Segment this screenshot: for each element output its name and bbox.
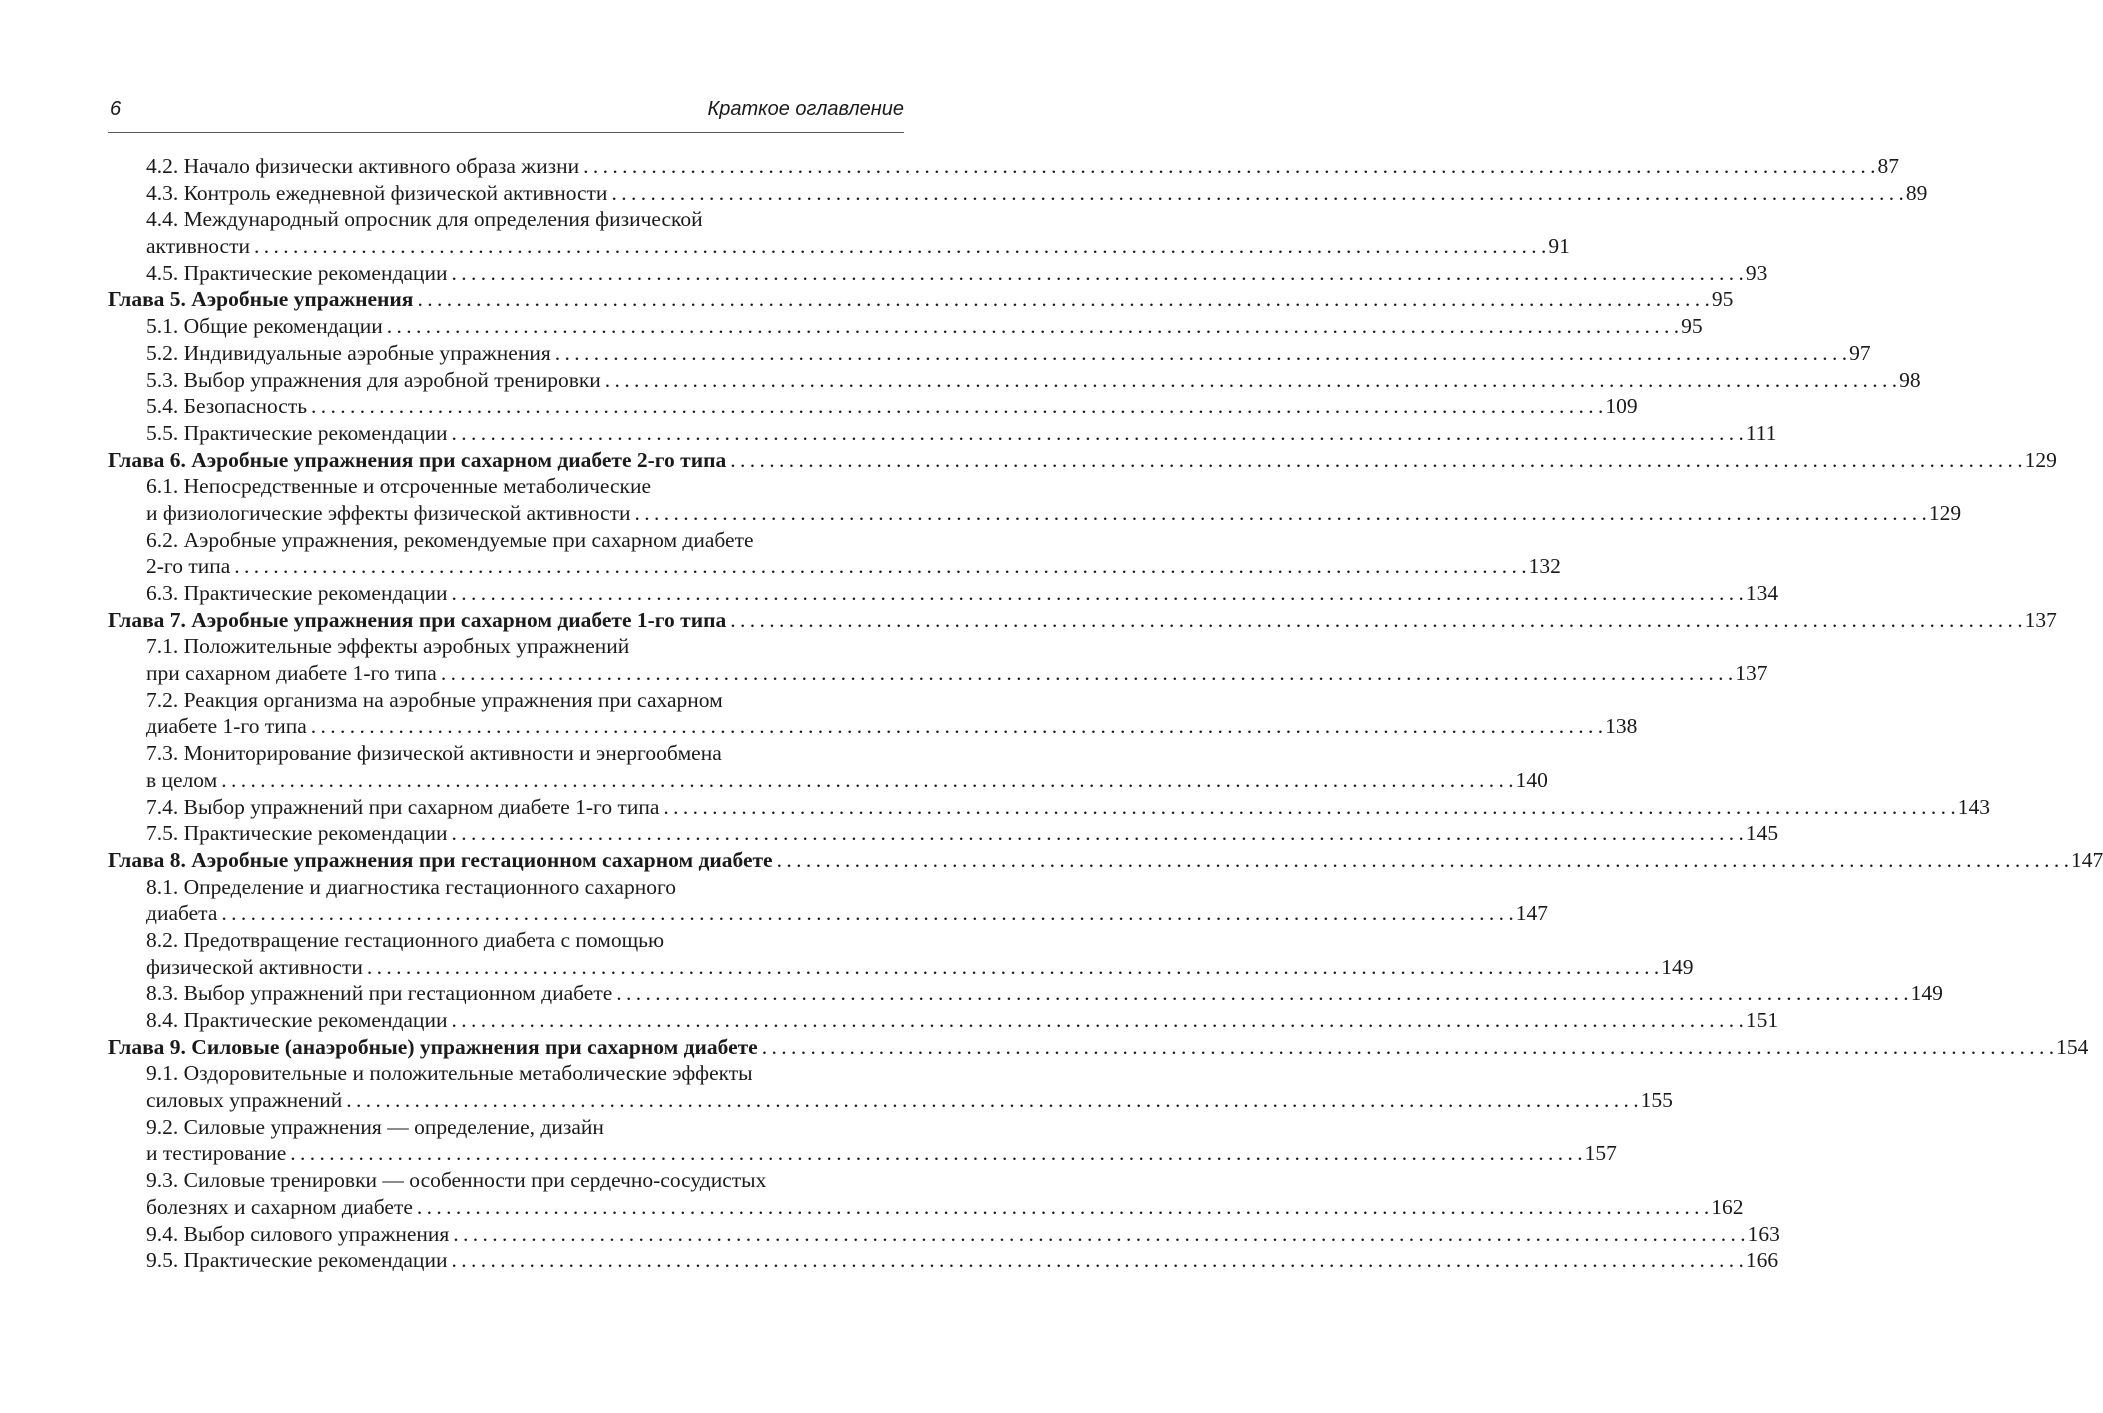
toc-entry-title: при сахарном диабете 1-го типа xyxy=(146,661,437,686)
toc-entry-title: диабете 1-го типа xyxy=(146,714,307,739)
toc-chapter-entry xyxy=(108,607,2057,634)
toc-line xyxy=(108,500,1962,527)
toc-line xyxy=(108,1060,904,1087)
toc-section-entry xyxy=(108,1221,1780,1248)
toc-line xyxy=(108,580,1779,607)
toc-entry-title: 2-го типа xyxy=(146,554,231,579)
toc-page-number: 95 xyxy=(1681,314,1703,339)
dot-leader xyxy=(601,367,1897,394)
toc-entry-title: 7.2. Реакция организма на аэробные упражнения при сахарном xyxy=(146,687,723,712)
toc-section-entry xyxy=(108,1060,1673,1113)
toc-page-number: 143 xyxy=(1957,794,1991,819)
toc-section-entry xyxy=(108,580,1779,607)
toc-section-entry xyxy=(108,180,1928,207)
dot-leader xyxy=(449,1221,1745,1248)
toc-entry-title: диабета xyxy=(146,901,218,926)
toc-entry-title: Глава 8. Аэробные упражнения при гестационном сахарном диабете xyxy=(108,847,773,872)
toc-line xyxy=(108,180,1928,207)
toc-section-entry xyxy=(108,687,1638,740)
toc-line xyxy=(108,687,904,714)
toc-page-number: 95 xyxy=(1711,287,1734,312)
toc-entry-title: 5.3. Выбор упражнения для аэробной тренировки xyxy=(146,367,601,392)
toc-page-number: 109 xyxy=(1605,394,1638,419)
toc-entry-title: в целом xyxy=(146,767,218,792)
dot-leader xyxy=(631,500,1927,527)
toc-page-number: 149 xyxy=(1661,954,1694,979)
toc-line xyxy=(108,713,1638,740)
toc-entry-title: Глава 5. Аэробные упражнения xyxy=(108,287,414,312)
toc-entry-title: 7.1. Положительные эффекты аэробных упражнений xyxy=(146,634,630,659)
toc-section-entry xyxy=(108,206,1570,259)
toc-chapter-entry xyxy=(108,847,2103,874)
toc-entry-title: физической активности xyxy=(146,954,363,979)
toc-page-number: 97 xyxy=(1849,340,1871,365)
toc-section-entry xyxy=(108,1007,1779,1034)
toc-section-entry xyxy=(108,874,1549,927)
toc-section-entry xyxy=(108,527,1561,580)
toc-page-number: 137 xyxy=(2024,607,2057,632)
toc-line xyxy=(108,794,1991,821)
dot-leader xyxy=(447,1247,1743,1274)
toc-entry-title: Глава 6. Аэробные упражнения при сахарном диабете 2-го типа xyxy=(108,447,727,472)
toc-line xyxy=(108,767,1548,794)
dot-leader xyxy=(551,340,1847,367)
toc-entry-title: 6.3. Практические рекомендации xyxy=(146,581,448,605)
toc-section-entry xyxy=(108,153,1899,180)
toc-line xyxy=(108,260,1768,287)
toc-line xyxy=(108,980,1943,1007)
toc-page-number: 134 xyxy=(1745,581,1779,605)
toc-entry-title: 8.3. Выбор упражнений при гестационном диабете xyxy=(146,981,613,1006)
toc-page-number: 89 xyxy=(1905,180,1928,205)
toc-page-number: 87 xyxy=(1877,154,1899,178)
running-header xyxy=(108,96,904,133)
toc-section-entry xyxy=(108,820,1779,847)
toc-entry-title: 5.2. Индивидуальные аэробные упражнения xyxy=(146,340,551,365)
dot-leader xyxy=(607,180,1903,207)
dot-leader xyxy=(447,260,1743,287)
dot-leader xyxy=(217,900,1513,927)
toc-line xyxy=(108,1087,1673,1114)
toc-line xyxy=(108,153,1899,180)
toc-entry-title: 9.5. Практические рекомендации xyxy=(146,1248,448,1273)
toc-page-number: 129 xyxy=(1928,500,1962,525)
toc-section-entry xyxy=(108,1247,1779,1274)
toc-line xyxy=(108,874,904,901)
toc-line xyxy=(108,660,1768,687)
dot-leader xyxy=(250,233,1546,260)
toc-section-entry xyxy=(108,794,1991,821)
dot-leader xyxy=(383,313,1679,340)
toc-entry-title: 4.2. Начало физически активного образа жизни xyxy=(146,154,580,178)
toc-page-number: 140 xyxy=(1515,767,1548,792)
toc-page-number: 166 xyxy=(1745,1248,1779,1273)
toc-line xyxy=(108,1114,904,1141)
toc-section-entry xyxy=(108,313,1703,340)
toc-entry-title: 9.4. Выбор силового упражнения xyxy=(146,1221,450,1246)
toc-page-number: 151 xyxy=(1745,1008,1779,1032)
toc-entry-title: 7.4. Выбор упражнений при сахарном диабете 1-го типа xyxy=(146,794,660,819)
dot-leader xyxy=(659,794,1955,821)
dot-leader xyxy=(307,713,1603,740)
toc-entry-title: 5.4. Безопасность xyxy=(146,394,308,419)
dot-leader xyxy=(612,980,1908,1007)
dot-leader xyxy=(413,1194,1709,1221)
toc-entry-title: 4.4. Международный опросник для определения физической xyxy=(146,207,703,232)
toc-section-entry xyxy=(108,367,1921,394)
toc-entry-title: 7.3. Мониторирование физической активности и энергообмена xyxy=(146,741,722,766)
dot-leader xyxy=(447,580,1743,607)
dot-leader xyxy=(726,447,2022,474)
toc-entry-title: и физиологические эффекты физической активности xyxy=(146,500,631,525)
toc-entry-title: 7.5. Практические рекомендации xyxy=(146,821,448,846)
toc-section-entry xyxy=(108,260,1768,287)
toc-line xyxy=(108,740,904,767)
toc-section-entry xyxy=(108,980,1943,1007)
dot-leader xyxy=(447,820,1743,847)
toc-chapter-entry xyxy=(108,1034,2089,1061)
page-number: 6 xyxy=(110,98,122,120)
toc-entry-title: Глава 9. Силовые (анаэробные) упражнения при сахарном диабете xyxy=(108,1034,758,1059)
toc-page-number: 145 xyxy=(1745,821,1779,846)
toc-line xyxy=(108,954,1694,981)
toc-entry-title: 8.2. Предотвращение гестационного диабета с помощью xyxy=(146,927,665,952)
toc-line xyxy=(108,473,904,500)
dot-leader xyxy=(437,660,1733,687)
toc-line xyxy=(108,286,1734,313)
toc-line xyxy=(108,313,1703,340)
toc-line xyxy=(108,367,1921,394)
dot-leader xyxy=(447,420,1743,447)
toc-line xyxy=(108,1007,1779,1034)
toc-line xyxy=(108,607,2057,634)
toc-page-number: 157 xyxy=(1584,1141,1617,1166)
toc-line xyxy=(108,420,1777,447)
toc-entry-title: 9.3. Силовые тренировки — особенности при сердечно-сосудистых xyxy=(146,1168,767,1193)
running-title: Краткое оглавление xyxy=(707,98,904,120)
dot-leader xyxy=(726,607,2022,634)
toc-entry-title: 5.5. Практические рекомендации xyxy=(146,420,448,445)
toc-page-number: 93 xyxy=(1745,260,1768,285)
toc-section-entry xyxy=(108,473,1962,526)
toc-line xyxy=(108,820,1779,847)
dot-leader xyxy=(447,1007,1743,1034)
toc-page-number: 132 xyxy=(1528,554,1561,579)
toc-line xyxy=(108,447,2057,474)
toc-line xyxy=(108,233,1570,260)
toc-page-number: 98 xyxy=(1899,367,1921,392)
toc-chapter-entry xyxy=(108,447,2057,474)
toc-line xyxy=(108,900,1549,927)
toc-entry-title: активности xyxy=(146,234,250,259)
dot-leader xyxy=(758,1034,2054,1061)
toc-entry-title: 5.1. Общие рекомендации xyxy=(146,314,383,339)
toc-line xyxy=(108,206,904,233)
toc-entry-title: 8.4. Практические рекомендации xyxy=(146,1008,448,1032)
toc-page-number: 137 xyxy=(1735,661,1768,686)
dot-leader xyxy=(230,553,1526,580)
toc-line xyxy=(108,1221,1780,1248)
toc-entry-title: Глава 7. Аэробные упражнения при сахарном диабете 1-го типа xyxy=(108,607,727,632)
toc-line xyxy=(108,1140,1617,1167)
dot-leader xyxy=(579,153,1875,180)
toc-entry-title: 9.2. Силовые упражнения — определение, дизайн xyxy=(146,1114,604,1139)
toc-section-entry xyxy=(108,420,1777,447)
toc-page-number: 91 xyxy=(1548,234,1570,259)
toc-page-number: 163 xyxy=(1747,1221,1780,1246)
toc-line xyxy=(108,553,1561,580)
toc-entry-title: 8.1. Определение и диагностика гестационного сахарного xyxy=(146,874,676,899)
dot-leader xyxy=(363,954,1659,981)
toc-page-number: 162 xyxy=(1711,1194,1744,1219)
toc-section-entry xyxy=(108,393,1638,420)
dot-leader xyxy=(773,847,2069,874)
toc-section-entry xyxy=(108,633,1768,686)
toc-line xyxy=(108,1247,1779,1274)
dot-leader xyxy=(286,1140,1582,1167)
toc-line xyxy=(108,527,904,554)
dot-leader xyxy=(342,1087,1638,1114)
toc-entry-title: 6.2. Аэробные упражнения, рекомендуемые при сахарном диабете xyxy=(146,527,754,552)
toc-entry-title: 6.1. Непосредственные и отсроченные метаболические xyxy=(146,474,651,499)
toc-page-number: 129 xyxy=(2024,447,2057,472)
toc-chapter-entry xyxy=(108,286,1734,313)
toc-section-entry xyxy=(108,1114,1617,1167)
toc-line xyxy=(108,393,1638,420)
dot-leader xyxy=(217,767,1513,794)
toc-line xyxy=(108,340,1871,367)
toc-page-number: 155 xyxy=(1640,1088,1673,1113)
dot-leader xyxy=(413,286,1709,313)
toc-entry-title: 9.1. Оздоровительные и положительные метаболические эффекты xyxy=(146,1061,753,1086)
toc-page-number: 111 xyxy=(1745,420,1777,445)
toc-line xyxy=(108,633,904,660)
toc-entry-title: силовых упражнений xyxy=(146,1088,343,1113)
toc-entry-title: 4.3. Контроль ежедневной физической активности xyxy=(146,180,608,205)
toc-page-number: 154 xyxy=(2056,1034,2089,1059)
toc-section-entry xyxy=(108,1167,1744,1220)
toc-entry-title: 4.5. Практические рекомендации xyxy=(146,260,448,285)
toc-line xyxy=(108,927,904,954)
toc-line xyxy=(108,847,2103,874)
toc-section-entry xyxy=(108,340,1871,367)
toc-page-number: 147 xyxy=(1515,901,1549,926)
toc-entry-title: болезнях и сахарном диабете xyxy=(146,1194,413,1219)
toc-line xyxy=(108,1194,1744,1221)
toc-line xyxy=(108,1167,904,1194)
toc-entry-title: и тестирование xyxy=(146,1141,287,1166)
toc-page-number: 149 xyxy=(1910,981,1943,1006)
table-of-contents xyxy=(108,153,2103,1274)
dot-leader xyxy=(307,393,1603,420)
toc-section-entry xyxy=(108,927,1694,980)
toc-page-number: 138 xyxy=(1605,714,1638,739)
toc-section-entry xyxy=(108,740,1548,793)
toc-line xyxy=(108,1034,2089,1061)
toc-page-number: 147 xyxy=(2070,847,2103,872)
